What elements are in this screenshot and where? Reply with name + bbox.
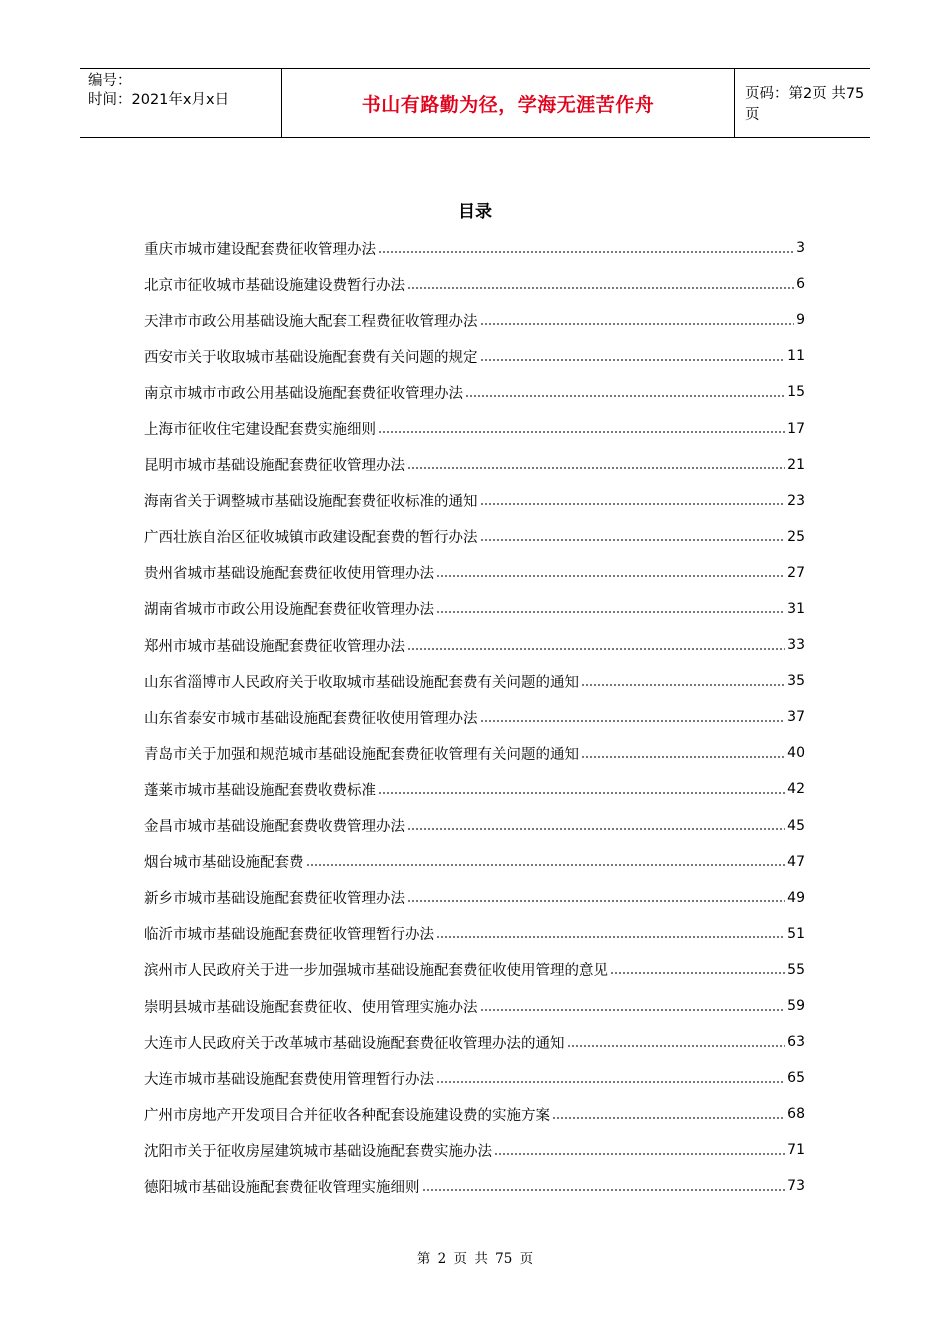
header-meta bbox=[80, 69, 282, 137]
toc-entry-page: 47 bbox=[787, 853, 805, 870]
toc-entry[interactable] bbox=[144, 1168, 805, 1204]
toc-leader-dots bbox=[480, 359, 786, 361]
table-of-contents bbox=[144, 230, 805, 1205]
toc-leader-dots bbox=[581, 756, 785, 758]
document-time-label: 时间：2021年x月x日 bbox=[88, 92, 230, 108]
toc-entry[interactable] bbox=[144, 1024, 805, 1060]
toc-entry[interactable] bbox=[144, 1096, 805, 1132]
toc-entry[interactable] bbox=[144, 302, 805, 338]
toc-title: 目录 bbox=[458, 202, 492, 222]
toc-entry-page: 37 bbox=[787, 709, 805, 726]
toc-entry[interactable] bbox=[144, 880, 805, 916]
toc-leader-dots bbox=[480, 1009, 786, 1011]
toc-leader-dots bbox=[378, 251, 794, 253]
toc-entry[interactable] bbox=[144, 447, 805, 483]
toc-entry-page: 21 bbox=[787, 456, 805, 473]
toc-entry[interactable] bbox=[144, 808, 805, 844]
toc-leader-dots bbox=[378, 431, 785, 433]
toc-entry-title: 临沂市城市基础设施配套费征收管理暂行办法 bbox=[144, 927, 434, 944]
toc-entry-page: 73 bbox=[787, 1178, 805, 1195]
toc-entry-page: 31 bbox=[787, 600, 805, 617]
toc-entry[interactable] bbox=[144, 844, 805, 880]
toc-entry-title: 郑州市城市基础设施配套费征收管理办法 bbox=[144, 638, 405, 655]
toc-entry-page: 11 bbox=[787, 348, 805, 365]
toc-entry-page: 17 bbox=[787, 420, 805, 437]
toc-entry-title: 大连市人民政府关于改革城市基础设施配套费征收管理办法的通知 bbox=[144, 1035, 565, 1052]
toc-leader-dots bbox=[407, 828, 785, 830]
toc-entry[interactable] bbox=[144, 519, 805, 555]
toc-entry[interactable] bbox=[144, 699, 805, 735]
toc-entry-page: 40 bbox=[787, 745, 805, 762]
toc-entry[interactable] bbox=[144, 483, 805, 519]
toc-entry[interactable] bbox=[144, 1060, 805, 1096]
toc-entry[interactable] bbox=[144, 1132, 805, 1168]
toc-leader-dots bbox=[407, 648, 785, 650]
toc-entry[interactable] bbox=[144, 627, 805, 663]
toc-entry-title: 沈阳市关于征收房屋建筑城市基础设施配套费实施办法 bbox=[144, 1143, 492, 1160]
toc-leader-dots bbox=[407, 900, 785, 902]
header-motto: 书山有路勤为径，学海无涯苦作舟 bbox=[282, 69, 735, 137]
toc-entry-page: 27 bbox=[787, 564, 805, 581]
toc-entry-title: 山东省泰安市城市基础设施配套费征收使用管理办法 bbox=[144, 710, 478, 727]
toc-entry-page: 33 bbox=[787, 637, 805, 654]
toc-entry-title: 湖南省城市市政公用设施配套费征收管理办法 bbox=[144, 602, 434, 619]
toc-entry[interactable] bbox=[144, 266, 805, 302]
toc-entry-title: 南京市城市市政公用基础设施配套费征收管理办法 bbox=[144, 385, 463, 402]
toc-leader-dots bbox=[407, 467, 785, 469]
toc-entry-page: 3 bbox=[796, 240, 805, 257]
toc-entry-page: 23 bbox=[787, 492, 805, 509]
toc-entry-title: 上海市征收住宅建设配套费实施细则 bbox=[144, 422, 376, 439]
toc-entry-title: 海南省关于调整城市基础设施配套费征收标准的通知 bbox=[144, 494, 478, 511]
toc-entry[interactable] bbox=[144, 735, 805, 771]
page-header bbox=[80, 68, 870, 138]
toc-entry[interactable] bbox=[144, 338, 805, 374]
toc-leader-dots bbox=[480, 503, 786, 505]
toc-leader-dots bbox=[610, 972, 785, 974]
toc-entry-page: 68 bbox=[787, 1106, 805, 1123]
toc-leader-dots bbox=[436, 936, 785, 938]
toc-entry-page: 59 bbox=[787, 998, 805, 1015]
toc-leader-dots bbox=[552, 1117, 785, 1119]
toc-entry-title: 贵州省城市基础设施配套费征收使用管理办法 bbox=[144, 566, 434, 583]
toc-entry-title: 蓬莱市城市基础设施配套费收费标准 bbox=[144, 782, 376, 799]
toc-entry[interactable] bbox=[144, 916, 805, 952]
toc-entry-page: 35 bbox=[787, 673, 805, 690]
toc-entry[interactable] bbox=[144, 591, 805, 627]
toc-entry[interactable] bbox=[144, 230, 805, 266]
toc-leader-dots bbox=[581, 684, 785, 686]
toc-entry-page: 9 bbox=[796, 312, 805, 329]
page-footer: 第 2 页 共 75 页 bbox=[416, 1251, 534, 1267]
toc-entry[interactable] bbox=[144, 988, 805, 1024]
toc-entry-page: 6 bbox=[796, 276, 805, 293]
toc-entry-title: 西安市关于收取城市基础设施配套费有关问题的规定 bbox=[144, 349, 478, 366]
document-number-label: 编号： bbox=[88, 73, 132, 89]
toc-entry-page: 63 bbox=[787, 1034, 805, 1051]
toc-entry-title: 滨州市人民政府关于进一步加强城市基础设施配套费征收使用管理的意见 bbox=[144, 963, 608, 980]
toc-entry-title: 山东省淄博市人民政府关于收取城市基础设施配套费有关问题的通知 bbox=[144, 674, 579, 691]
toc-leader-dots bbox=[422, 1189, 786, 1191]
toc-entry-page: 25 bbox=[787, 528, 805, 545]
toc-entry-title: 北京市征收城市基础设施建设费暂行办法 bbox=[144, 277, 405, 294]
toc-leader-dots bbox=[480, 720, 786, 722]
header-page-info: 页码：第2页 共75页 bbox=[745, 86, 865, 123]
toc-entry-title: 昆明市城市基础设施配套费征收管理办法 bbox=[144, 458, 405, 475]
toc-entry-title: 烟台城市基础设施配套费 bbox=[144, 855, 304, 872]
toc-entry[interactable] bbox=[144, 771, 805, 807]
toc-entry-page: 55 bbox=[787, 961, 805, 978]
toc-entry-title: 天津市市政公用基础设施大配套工程费征收管理办法 bbox=[144, 313, 478, 330]
toc-entry-page: 71 bbox=[787, 1142, 805, 1159]
toc-leader-dots bbox=[306, 864, 786, 866]
toc-entry-title: 金昌市城市基础设施配套费收费管理办法 bbox=[144, 819, 405, 836]
toc-entry[interactable] bbox=[144, 555, 805, 591]
toc-entry-title: 新乡市城市基础设施配套费征收管理办法 bbox=[144, 891, 405, 908]
toc-entry-page: 49 bbox=[787, 889, 805, 906]
toc-entry-title: 广西壮族自治区征收城镇市政建设配套费的暂行办法 bbox=[144, 530, 478, 547]
toc-leader-dots bbox=[494, 1153, 785, 1155]
toc-leader-dots bbox=[436, 575, 785, 577]
toc-entry-title: 崇明县城市基础设施配套费征收、使用管理实施办法 bbox=[144, 999, 478, 1016]
toc-leader-dots bbox=[378, 792, 785, 794]
toc-entry-title: 青岛市关于加强和规范城市基础设施配套费征收管理有关问题的通知 bbox=[144, 746, 579, 763]
toc-entry-title: 重庆市城市建设配套费征收管理办法 bbox=[144, 241, 376, 258]
toc-entry[interactable] bbox=[144, 410, 805, 446]
toc-leader-dots bbox=[480, 539, 786, 541]
toc-entry-page: 51 bbox=[787, 925, 805, 942]
toc-leader-dots bbox=[436, 611, 785, 613]
toc-entry[interactable] bbox=[144, 663, 805, 699]
toc-entry-page: 65 bbox=[787, 1070, 805, 1087]
toc-entry-title: 德阳城市基础设施配套费征收管理实施细则 bbox=[144, 1179, 420, 1196]
toc-leader-dots bbox=[436, 1081, 785, 1083]
toc-leader-dots bbox=[480, 323, 795, 325]
toc-entry[interactable] bbox=[144, 374, 805, 410]
toc-entry-title: 大连市城市基础设施配套费使用管理暂行办法 bbox=[144, 1071, 434, 1088]
toc-leader-dots bbox=[465, 395, 785, 397]
toc-leader-dots bbox=[407, 287, 794, 289]
toc-leader-dots bbox=[567, 1045, 786, 1047]
toc-entry-title: 广州市房地产开发项目合并征收各种配套设施建设费的实施方案 bbox=[144, 1107, 550, 1124]
toc-entry-page: 45 bbox=[787, 817, 805, 834]
toc-entry-page: 42 bbox=[787, 781, 805, 798]
toc-entry[interactable] bbox=[144, 952, 805, 988]
toc-entry-page: 15 bbox=[787, 384, 805, 401]
